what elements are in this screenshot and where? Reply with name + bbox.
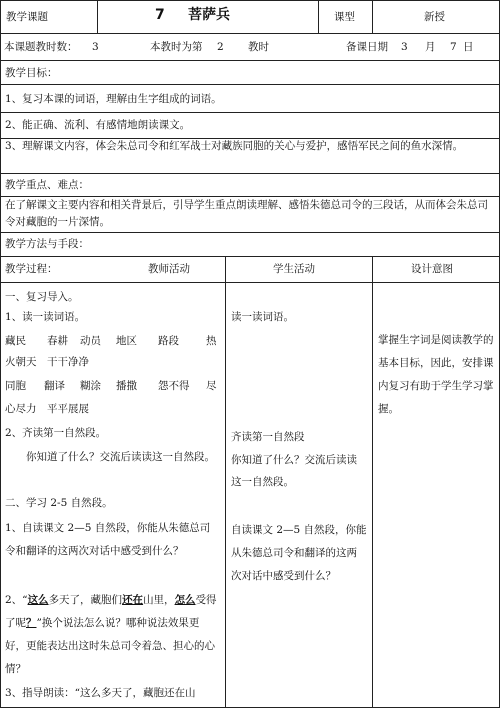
student-activity-3: 你知道了什么？交流后读读这一自然段。 xyxy=(231,454,357,488)
read-words: 1、读一读词语。 xyxy=(5,311,86,323)
rule xyxy=(0,84,500,85)
student-activity-1: 读一读词语。 xyxy=(231,311,294,323)
word: 尽 xyxy=(206,380,217,392)
study-title: 二、学习 2-5 自然段。 xyxy=(5,497,113,509)
rule xyxy=(97,0,98,33)
student-activity-header: 学生活动 xyxy=(273,263,315,275)
quote-text: 山里， xyxy=(143,594,175,606)
word: 播撒 xyxy=(116,380,137,392)
rule xyxy=(0,33,500,34)
emphasis-word: 怎么 xyxy=(174,594,196,606)
rule xyxy=(225,256,226,708)
quote-text: 2、“ xyxy=(5,594,28,606)
word: 动员 xyxy=(80,335,101,347)
rule xyxy=(0,0,1,708)
word: 春耕 xyxy=(47,335,68,347)
focus-title: 教学重点、难点： xyxy=(5,179,89,191)
process-col-label: 教学过程： xyxy=(5,263,58,275)
student-activity-2: 齐读第一自然段 xyxy=(231,431,305,443)
quote-text: 受得了呢 xyxy=(5,594,217,629)
emphasis-word: 还在 xyxy=(122,594,144,606)
design-intent-header: 设计意图 xyxy=(411,263,453,275)
rule xyxy=(372,256,373,708)
word: 怨不得 xyxy=(158,380,190,392)
rule xyxy=(318,0,319,33)
total-value: 3 xyxy=(92,41,99,53)
goal-item-2: 2、能正确、流利、有感情地朗读课文。 xyxy=(5,119,191,131)
day-char: 日 xyxy=(463,41,474,53)
type-value: 新授 xyxy=(424,11,445,23)
lesson-number: 7 xyxy=(155,7,165,23)
read-paragraph-1: 2、齐读第一自然段。 xyxy=(5,427,107,439)
rule xyxy=(0,282,500,283)
words-line-2: 火朝天 干干净净 xyxy=(5,356,89,368)
word: 热 xyxy=(206,335,217,347)
quote-text: 多天了，藏胞们 xyxy=(48,594,123,606)
student-activity-4: 自读课文 2—5 自然段，你能从朱德总司令和翻译的这两次对话中感受到什么？ xyxy=(231,524,367,582)
date-label: 备课日期 xyxy=(346,41,388,53)
rule xyxy=(0,232,500,233)
goal-item-3: 3、理解课文内容，体会朱总司令和红军战士对藏族同胞的关心与爱护，感悟军民之间的鱼水深情。 xyxy=(5,140,464,152)
self-read-task: 1、自读课文 2—5 自然段，你能从朱德总司令和翻译的这两次对话中感受到什么？ xyxy=(5,522,211,557)
emphasis-word: 这么 xyxy=(27,594,49,606)
subject-label: 教学课题 xyxy=(6,11,48,23)
quote-task xyxy=(5,589,219,681)
date-day: 7 xyxy=(450,41,457,53)
rule xyxy=(0,173,500,174)
word: 藏民 xyxy=(5,335,26,347)
total-label: 本课题教时数： xyxy=(4,41,78,53)
this-period-value: 2 xyxy=(217,41,224,53)
rule xyxy=(0,0,500,1)
goal-item-1: 1、复习本课的词语，理解由生字组成的词语。 xyxy=(5,93,222,105)
word: 同胞 xyxy=(5,380,26,392)
quote-text: ”换个说法怎么说？哪种说法效果更好，更能表达出这时朱总司令着急、担心的心情？ xyxy=(5,617,215,675)
word: 翻译 xyxy=(44,380,65,392)
date-month: 3 xyxy=(401,41,408,53)
month-char: 月 xyxy=(425,41,436,53)
review-title: 一、复习导入。 xyxy=(5,291,79,303)
emphasis-word: ？ xyxy=(26,617,37,629)
teacher-activity-header: 教师活动 xyxy=(148,263,190,275)
rule xyxy=(0,112,500,113)
rule xyxy=(0,60,500,61)
this-period-label: 本教时为第 xyxy=(150,41,203,53)
guide-reading: 3、指导朗读：“这么多天了，藏胞还在山 xyxy=(5,687,196,699)
word: 路段 xyxy=(158,335,179,347)
type-label: 课型 xyxy=(334,11,355,23)
design-intent-text: 掌握生字词是阅读教学的基本目标，因此，安排课内复习有助于学生学习掌握。 xyxy=(378,334,494,415)
focus-text: 在了解课文主要内容和相关背景后，引导学生重点朗读理解、感悟朱德总司令的三段话，从而体会朱总司令对藏胞的一片深情。 xyxy=(5,199,488,228)
rule xyxy=(372,0,373,33)
words-line-4: 心尽力 平平展展 xyxy=(5,403,89,415)
this-period-unit: 教时 xyxy=(248,41,269,53)
lesson-title: 菩萨兵 xyxy=(188,7,230,23)
rule xyxy=(0,256,500,257)
methods-title: 教学方法与手段： xyxy=(5,238,89,250)
teacher-question-1: 你知道了什么？交流后读读这一自然段。 xyxy=(26,451,215,463)
goals-title: 教学目标： xyxy=(5,67,58,79)
word: 地区 xyxy=(116,335,137,347)
word: 糊涂 xyxy=(80,380,101,392)
